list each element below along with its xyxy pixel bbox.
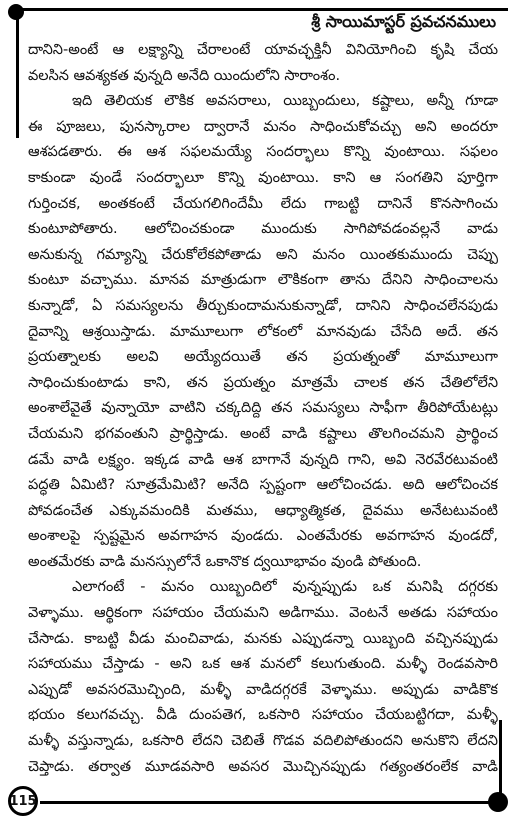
text-line: పద్ధతి ఏమిటి? సూత్రమేమిటి? అనేది స్పష్టంగా ఆలోచించడు. అది ఆలోచించక (28, 477, 498, 494)
body-text (28, 38, 498, 786)
text-line: అంతమేరకు వాడి మనస్సులోనే ఒకానొక ద్వయీభావం వుండి పోతుంది. (28, 553, 422, 570)
text-line: కున్నాడో, ఏ సమస్యలను తీర్చుకుందామనుకున్నాడో, దానిని సాధించలేనపుడు (28, 297, 498, 314)
text-line: కుంటూ వచ్చాము. మానవ మాత్రుడుగా లౌకికంగా తాను దేనిని సాధించాలను (28, 272, 498, 289)
text-line: సహాయము చేస్తాడు - అని ఒక ఆశ మనలో కలుగుతుంది. మళ్ళీ రెండవసారి (28, 656, 498, 673)
text-line: చెప్తాడు. తర్వాత మూడవసారి అవసర మొచ్చినప్పుడు గత్యంతరంలేక వాడి (28, 758, 498, 775)
text-line: డమే వాడి లక్ష్యం. ఇక్కడ వాడి ఆశ బాగానే వున్నది గాని, అవి నెరవేరటువంటి (28, 451, 498, 468)
text-line: ఆశపడతారు. ఈ ఆశ సఫలమయ్యే సందర్భాలు కొన్ని వుంటాయి. సఫలం (28, 144, 498, 161)
text-line: ఎలాగంటే - మనం యిబ్బందిలో వున్నప్పుడు ఒక మనిషి దగ్గరకు (72, 579, 498, 596)
text-line: అంశాలేవైతే వున్నాయో వాటిని చక్కదిద్ది తన సమస్యలు సాఫీగా తీరిపోయేటట్లు (28, 400, 498, 417)
right-border-rule (499, 720, 502, 794)
text-line: వెళ్ళాము. ఆర్థికంగా సహాయం చేయమని అడిగాము. వెంటనే అతడు సహాయం (28, 605, 498, 622)
text-line: కుంటూపోతారు. ఆలోచించకుండా ముందుకు సాగిపోవడంవల్లనే వాడు (28, 221, 498, 238)
text-line: భయం కలుగవచ్చు. వీడి దుంపతెగ, ఒకసారి సహాయం చేయబట్టిగదా, మళ్ళీ (28, 707, 498, 724)
page-number: 115 (8, 786, 38, 816)
text-line: మళ్ళీ వస్తున్నాడు, ఒకసారి లేదని చెబితే గొడవ వదిలిపోతుందని అనుకొని లేదని (28, 733, 498, 750)
text-line: అంశాలపై స్పష్టమైన అవగాహన వుండదు. ఎంతమేరకు అవగాహన వుండదో, (28, 528, 498, 545)
text-line: దైవాన్ని ఆశ్రయిస్తాడు. మామూలుగా లోకంలో మానవుడు చేసేది అదే. తన (28, 323, 498, 340)
text-line: ఇది తెలియక లౌకిక అవసరాలు, యిబ్బందులు, కష్టాలు, అన్నీ గూడా (72, 93, 498, 110)
left-border-rule (16, 18, 19, 138)
text-line: గుర్తించక, అంతకంటే చేయగలిగిందేమీ లేదు గాబట్టి దానినే కొనసాగించు (28, 195, 498, 212)
bottom-rule (40, 801, 498, 804)
text-line: ఈ పూజలు, పునస్కారాల ద్వారానే మనం సాధించుకోవచ్చు అని అందరూ (28, 118, 498, 135)
text-line: ప్రయత్నాలకు అలవి అయ్యేదయితే తన ప్రయత్నంతో మామూలుగా (28, 349, 498, 366)
text-line: దానిని-అంటే ఆ లక్ష్యాన్ని చేరాలంటే యావచ్ఛక్తినీ వినియోగించి కృషి చేయ (28, 42, 498, 58)
text-line: కాకుండా వుండే సందర్భాలూ కొన్ని వుంటాయి. కాని ఆ సంగతిని పూర్తిగా (28, 169, 498, 186)
running-header: శ్రీ సాయిమాస్టర్ ప్రవచనములు (311, 12, 496, 31)
text-line: చేయమని భగవంతుని ప్రార్థిస్తాడు. అంటే వాడి కష్టాలు తొలగించమని ప్రార్థించ (28, 425, 498, 442)
text-line: వలసిన ఆవశ్యకత వున్నది అనేది యిందులోని సారాంశం. (28, 67, 341, 84)
text-line: చేసాడు. కాబట్టి వీడు మంచివాడు, మనకు ఎప్పుడన్నా యిబ్బంది వచ్చినప్పుడు (28, 630, 498, 647)
text-line: సాధించుకుంటాడు కాని, తన ప్రయత్నం మాత్రమే చాలక తన చేతిలోలేని (28, 374, 498, 391)
footer-ornament-dot (488, 792, 508, 812)
text-line: అనుకున్న గమ్యాన్ని చేరుకోలేకపోతాడు అని మనం యింతకుముందు చెప్పు (28, 246, 498, 263)
text-line: పోవడంచేత ఎక్కువమందికి మతము, ఆధ్యాత్మికత, దైవము అనేటటువంటి (28, 502, 498, 519)
text-line: ఎప్పుడో అవసరమొచ్చింది, మళ్ళీ వాడిదగ్గరకే వెళ్ళాము. అప్పుడు వాడికొక (28, 681, 498, 698)
